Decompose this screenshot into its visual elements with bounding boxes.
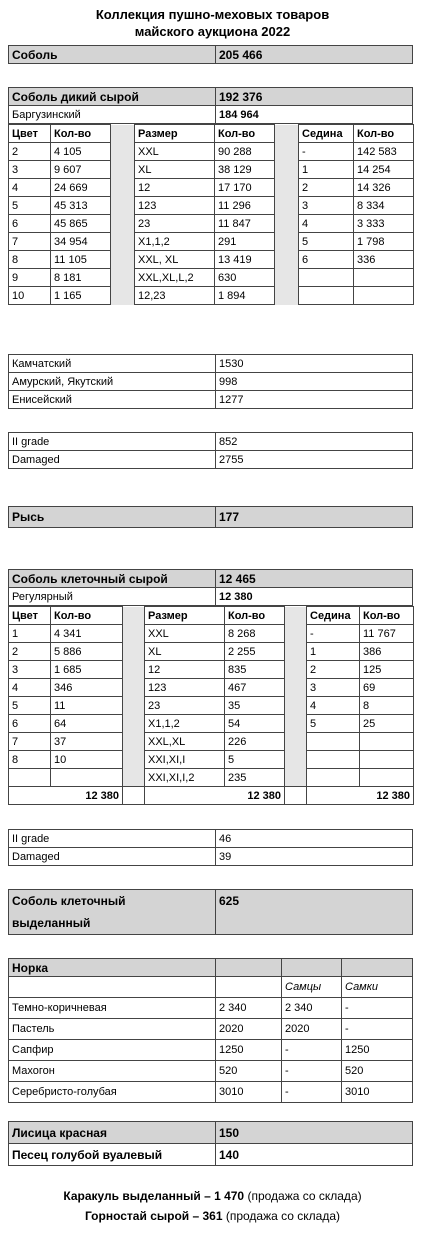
mink-female-cell: 1250 (342, 1040, 413, 1061)
column-spacer (285, 715, 307, 733)
column-spacer (123, 679, 145, 697)
dressed-value: 625 (216, 890, 413, 935)
gray-name-cell: 5 (299, 233, 354, 251)
mink-col-male: Самцы (282, 977, 342, 998)
table-row (9, 643, 414, 661)
footer-ermine-note: (продажа со склада) (222, 1209, 341, 1223)
color-count-cell (51, 769, 123, 787)
size-count-cell: 8 268 (225, 625, 285, 643)
wild-label: Соболь дикий сырой (9, 88, 216, 106)
cage-value: 12 465 (216, 570, 413, 588)
table-row (9, 751, 414, 769)
column-spacer (111, 197, 135, 215)
fox-table (8, 1121, 413, 1166)
size-count-cell: 1 894 (215, 287, 275, 305)
grades1-item-value: 852 (216, 433, 413, 451)
column-spacer (285, 733, 307, 751)
regions-item-value: 1530 (216, 355, 413, 373)
table-row (9, 197, 414, 215)
size-name-cell: XXL, XL (135, 251, 215, 269)
column-spacer (123, 643, 145, 661)
gray-name-cell (307, 769, 360, 787)
cage-col-gray-name: Седина (307, 607, 360, 625)
gray-name-cell: 4 (299, 215, 354, 233)
gray-count-cell: 386 (360, 643, 414, 661)
gray-name-cell: 5 (307, 715, 360, 733)
size-count-cell: 11 847 (215, 215, 275, 233)
mink-male-cell: - (282, 1040, 342, 1061)
color-count-cell: 45 313 (51, 197, 111, 215)
gray-count-cell: 8 334 (354, 197, 414, 215)
size-name-cell: X1,1,2 (145, 715, 225, 733)
mink-col-total-blank (216, 977, 282, 998)
mink-total-cell: 520 (216, 1061, 282, 1082)
mink-col-blank (9, 977, 216, 998)
mink-header-empty (342, 959, 413, 977)
gray-name-cell: 1 (307, 643, 360, 661)
regions-item-value: 1277 (216, 391, 413, 409)
size-name-cell: 12 (135, 179, 215, 197)
gray-name-cell (307, 751, 360, 769)
color-name-cell: 3 (9, 661, 51, 679)
wild-column-headers (9, 125, 414, 143)
size-name-cell: XXL,XL,L,2 (135, 269, 215, 287)
gray-name-cell: 3 (307, 679, 360, 697)
table-row (9, 733, 414, 751)
table-row (9, 625, 414, 643)
table-row (9, 143, 414, 161)
wild-value: 192 376 (216, 88, 413, 106)
column-spacer (123, 697, 145, 715)
cage-header-table (8, 569, 413, 606)
table-row (9, 830, 413, 848)
regions-item-value: 998 (216, 373, 413, 391)
column-spacer (123, 661, 145, 679)
size-count-cell: 291 (215, 233, 275, 251)
footer-line-karakul (0, 1186, 425, 1206)
table-row (9, 998, 413, 1019)
color-name-cell: 1 (9, 625, 51, 643)
table-row (9, 251, 414, 269)
wild-col-gray-count: Кол-во (354, 125, 414, 143)
gray-name-cell: 2 (299, 179, 354, 197)
table-row (9, 355, 413, 373)
table-row (9, 769, 414, 787)
cage-sable-section (8, 569, 413, 805)
title-line-1: Коллекция пушно-меховых товаров (95, 7, 330, 22)
gray-count-cell: 14 254 (354, 161, 414, 179)
color-count-cell: 24 669 (51, 179, 111, 197)
gray-count-cell (360, 751, 414, 769)
mink-header-row (9, 959, 413, 977)
column-spacer (285, 679, 307, 697)
table-row (9, 1082, 413, 1103)
mink-total-cell: 1250 (216, 1040, 282, 1061)
table-row (9, 1040, 413, 1061)
size-count-cell: 38 129 (215, 161, 275, 179)
gray-name-cell: 4 (307, 697, 360, 715)
mink-type-cell: Серебристо-голубая (9, 1082, 216, 1103)
column-spacer (275, 143, 299, 161)
mink-label: Норка (9, 959, 216, 977)
column-spacer (123, 733, 145, 751)
size-count-cell: 35 (225, 697, 285, 715)
column-spacer (111, 161, 135, 179)
size-name-cell: XXL (135, 143, 215, 161)
table-row (9, 287, 414, 305)
table-row (9, 848, 413, 866)
mink-female-cell: - (342, 998, 413, 1019)
dressed-sable-table (8, 889, 413, 935)
size-name-cell: XXI,XI,I (145, 751, 225, 769)
grades2-item-label: Damaged (9, 848, 216, 866)
regions-table (8, 354, 413, 409)
column-spacer (123, 607, 145, 625)
grades2-item-value: 46 (216, 830, 413, 848)
color-count-cell: 4 341 (51, 625, 123, 643)
gray-count-cell: 8 (360, 697, 414, 715)
size-name-cell: XXL (145, 625, 225, 643)
size-count-cell: 630 (215, 269, 275, 287)
page-title (0, 6, 425, 40)
cage-sub-value: 12 380 (216, 588, 413, 606)
size-count-cell: 467 (225, 679, 285, 697)
table-row (9, 433, 413, 451)
cage-col-color-name: Цвет (9, 607, 51, 625)
footer-notes (0, 1186, 425, 1226)
mink-type-cell: Пастель (9, 1019, 216, 1040)
mink-male-cell: 2 340 (282, 998, 342, 1019)
column-spacer (275, 251, 299, 269)
lynx-table (8, 506, 413, 528)
color-count-cell: 5 886 (51, 643, 123, 661)
mink-total-cell: 3010 (216, 1082, 282, 1103)
color-name-cell: 9 (9, 269, 51, 287)
sable-total-table (8, 45, 413, 64)
table-row (9, 715, 414, 733)
gray-name-cell (299, 287, 354, 305)
size-name-cell: 23 (135, 215, 215, 233)
color-name-cell: 3 (9, 161, 51, 179)
column-spacer (275, 125, 299, 143)
color-count-cell: 4 105 (51, 143, 111, 161)
size-name-cell: XL (135, 161, 215, 179)
mink-male-cell: - (282, 1061, 342, 1082)
wild-col-gray-name: Седина (299, 125, 354, 143)
size-name-cell: X1,1,2 (135, 233, 215, 251)
column-spacer (285, 769, 307, 787)
size-count-cell: 235 (225, 769, 285, 787)
arctic-fox-value: 140 (216, 1144, 413, 1166)
gray-count-cell (354, 269, 414, 287)
table-row (9, 391, 413, 409)
size-count-cell: 54 (225, 715, 285, 733)
size-count-cell: 5 (225, 751, 285, 769)
column-spacer (111, 143, 135, 161)
footer-line-ermine (0, 1206, 425, 1226)
gray-name-cell: - (299, 143, 354, 161)
gray-count-cell (360, 769, 414, 787)
color-name-cell: 2 (9, 643, 51, 661)
wild-sub-row (9, 106, 413, 124)
cage-column-headers (9, 607, 414, 625)
color-count-cell: 8 181 (51, 269, 111, 287)
cage-col-color-count: Кол-во (51, 607, 123, 625)
color-count-cell: 1 165 (51, 287, 111, 305)
mink-male-cell: 2020 (282, 1019, 342, 1040)
dressed-label-line-1: Соболь клеточный (12, 894, 126, 908)
total-cell: 12 380 (307, 787, 414, 805)
lynx-value: 177 (216, 507, 413, 528)
gray-name-cell: 1 (299, 161, 354, 179)
column-spacer (111, 233, 135, 251)
column-spacer (285, 787, 307, 805)
wild-col-size-count: Кол-во (215, 125, 275, 143)
gray-count-cell: 336 (354, 251, 414, 269)
cage-col-size-count: Кол-во (225, 607, 285, 625)
mink-female-cell: - (342, 1019, 413, 1040)
gray-name-cell: 2 (307, 661, 360, 679)
color-name-cell: 2 (9, 143, 51, 161)
table-row (9, 1061, 413, 1082)
color-count-cell: 64 (51, 715, 123, 733)
size-name-cell: XL (145, 643, 225, 661)
size-count-cell: 13 419 (215, 251, 275, 269)
gray-count-cell (360, 733, 414, 751)
mink-total-cell: 2020 (216, 1019, 282, 1040)
color-name-cell: 4 (9, 179, 51, 197)
size-name-cell: XXI,XI,I,2 (145, 769, 225, 787)
color-name-cell: 6 (9, 715, 51, 733)
color-name-cell: 7 (9, 733, 51, 751)
color-count-cell: 11 (51, 697, 123, 715)
size-name-cell: 123 (145, 679, 225, 697)
color-count-cell: 1 685 (51, 661, 123, 679)
color-name-cell: 10 (9, 287, 51, 305)
size-count-cell: 835 (225, 661, 285, 679)
grades-table-wild (8, 432, 413, 469)
gray-name-cell: 6 (299, 251, 354, 269)
regions-item-label: Камчатский (9, 355, 216, 373)
total-cell: 12 380 (145, 787, 285, 805)
gray-name-cell (307, 733, 360, 751)
mink-total-cell: 2 340 (216, 998, 282, 1019)
mink-type-cell: Махогон (9, 1061, 216, 1082)
gray-count-cell: 25 (360, 715, 414, 733)
footer-karakul-bold: Каракуль выделанный – 1 470 (63, 1189, 245, 1203)
column-spacer (111, 179, 135, 197)
lynx-label: Рысь (9, 507, 216, 528)
table-row (9, 269, 414, 287)
column-spacer (285, 643, 307, 661)
color-name-cell: 4 (9, 679, 51, 697)
mink-table (8, 958, 413, 1103)
footer-karakul-note: (продажа со склада) (244, 1189, 362, 1203)
wild-breakdown-table (8, 124, 414, 305)
color-name-cell: 6 (9, 215, 51, 233)
column-spacer (123, 715, 145, 733)
column-spacer (275, 287, 299, 305)
gray-count-cell: 125 (360, 661, 414, 679)
column-spacer (285, 625, 307, 643)
column-spacer (275, 161, 299, 179)
color-name-cell: 8 (9, 251, 51, 269)
size-count-cell: 90 288 (215, 143, 275, 161)
size-count-cell: 226 (225, 733, 285, 751)
cage-sub-row (9, 588, 413, 606)
table-row (9, 679, 414, 697)
mink-header-empty (282, 959, 342, 977)
column-spacer (275, 197, 299, 215)
column-spacer (285, 751, 307, 769)
gray-count-cell: 14 326 (354, 179, 414, 197)
size-count-cell: 11 296 (215, 197, 275, 215)
column-spacer (275, 215, 299, 233)
table-row (9, 179, 414, 197)
column-spacer (123, 751, 145, 769)
total-cell: 12 380 (9, 787, 123, 805)
size-name-cell: 12 (145, 661, 225, 679)
gray-count-cell: 1 798 (354, 233, 414, 251)
wild-col-color-count: Кол-во (51, 125, 111, 143)
mink-col-female: Самки (342, 977, 413, 998)
wild-col-color-name: Цвет (9, 125, 51, 143)
mink-female-cell: 3010 (342, 1082, 413, 1103)
color-count-cell: 9 607 (51, 161, 111, 179)
wild-sub-label: Баргузинский (9, 106, 216, 124)
mink-type-cell: Темно-коричневая (9, 998, 216, 1019)
size-name-cell: XXL,XL (145, 733, 225, 751)
cage-col-gray-count: Кол-во (360, 607, 414, 625)
mink-female-cell: 520 (342, 1061, 413, 1082)
grades2-item-value: 39 (216, 848, 413, 866)
gray-name-cell: 3 (299, 197, 354, 215)
color-count-cell: 346 (51, 679, 123, 697)
color-name-cell: 7 (9, 233, 51, 251)
title-line-2: майского аукциона 2022 (134, 24, 291, 39)
grades1-item-value: 2755 (216, 451, 413, 469)
grades1-item-label: II grade (9, 433, 216, 451)
column-spacer (111, 287, 135, 305)
dressed-label-line-2: выделанный (12, 916, 91, 930)
column-spacer (285, 697, 307, 715)
wild-sable-section (8, 87, 413, 305)
table-row (9, 233, 414, 251)
size-count-cell: 2 255 (225, 643, 285, 661)
color-count-cell: 10 (51, 751, 123, 769)
color-name-cell (9, 769, 51, 787)
column-spacer (111, 215, 135, 233)
wild-col-size-name: Размер (135, 125, 215, 143)
cage-col-size-name: Размер (145, 607, 225, 625)
color-name-cell: 5 (9, 197, 51, 215)
cage-header-row (9, 570, 413, 588)
table-row (9, 697, 414, 715)
sable-label: Соболь (9, 46, 216, 64)
color-count-cell: 34 954 (51, 233, 111, 251)
color-count-cell: 11 105 (51, 251, 111, 269)
mink-header-empty (216, 959, 282, 977)
fox-label: Лисица красная (9, 1122, 216, 1144)
size-count-cell: 17 170 (215, 179, 275, 197)
table-row (9, 661, 414, 679)
column-spacer (111, 251, 135, 269)
wild-header-row (9, 88, 413, 106)
mink-type-cell: Сапфир (9, 1040, 216, 1061)
column-spacer (123, 769, 145, 787)
arctic-fox-label: Песец голубой вуалевый (9, 1144, 216, 1166)
color-name-cell: 8 (9, 751, 51, 769)
grades2-item-label: II grade (9, 830, 216, 848)
table-row (9, 451, 413, 469)
column-spacer (111, 269, 135, 287)
color-count-cell: 45 865 (51, 215, 111, 233)
column-spacer (285, 607, 307, 625)
gray-name-cell (299, 269, 354, 287)
grades1-item-label: Damaged (9, 451, 216, 469)
gray-count-cell: 11 767 (360, 625, 414, 643)
color-name-cell: 5 (9, 697, 51, 715)
mink-male-cell: - (282, 1082, 342, 1103)
size-name-cell: 23 (145, 697, 225, 715)
mink-column-headers (9, 977, 413, 998)
gray-count-cell (354, 287, 414, 305)
column-spacer (275, 233, 299, 251)
table-row (9, 373, 413, 391)
gray-name-cell: - (307, 625, 360, 643)
size-name-cell: 12,23 (135, 287, 215, 305)
table-row (9, 1019, 413, 1040)
gray-count-cell: 142 583 (354, 143, 414, 161)
gray-count-cell: 69 (360, 679, 414, 697)
table-row (9, 215, 414, 233)
grades-table-cage (8, 829, 413, 866)
dressed-label (9, 890, 216, 935)
column-spacer (123, 625, 145, 643)
column-spacer (275, 269, 299, 287)
regions-item-label: Енисейский (9, 391, 216, 409)
column-spacer (285, 661, 307, 679)
column-spacer (275, 179, 299, 197)
cage-label: Соболь клеточный сырой (9, 570, 216, 588)
column-spacer (111, 125, 135, 143)
color-count-cell: 37 (51, 733, 123, 751)
fox-value: 150 (216, 1122, 413, 1144)
cage-breakdown-table (8, 606, 414, 805)
gray-count-cell: 3 333 (354, 215, 414, 233)
footer-ermine-bold: Горностай сырой – 361 (84, 1209, 223, 1223)
table-row (9, 161, 414, 179)
wild-header-table (8, 87, 413, 124)
wild-sub-value: 184 964 (216, 106, 413, 124)
sable-value: 205 466 (216, 46, 413, 64)
cage-totals-row (9, 787, 414, 805)
cage-sub-label: Регулярный (9, 588, 216, 606)
size-name-cell: 123 (135, 197, 215, 215)
regions-item-label: Амурский, Якутский (9, 373, 216, 391)
column-spacer (123, 787, 145, 805)
